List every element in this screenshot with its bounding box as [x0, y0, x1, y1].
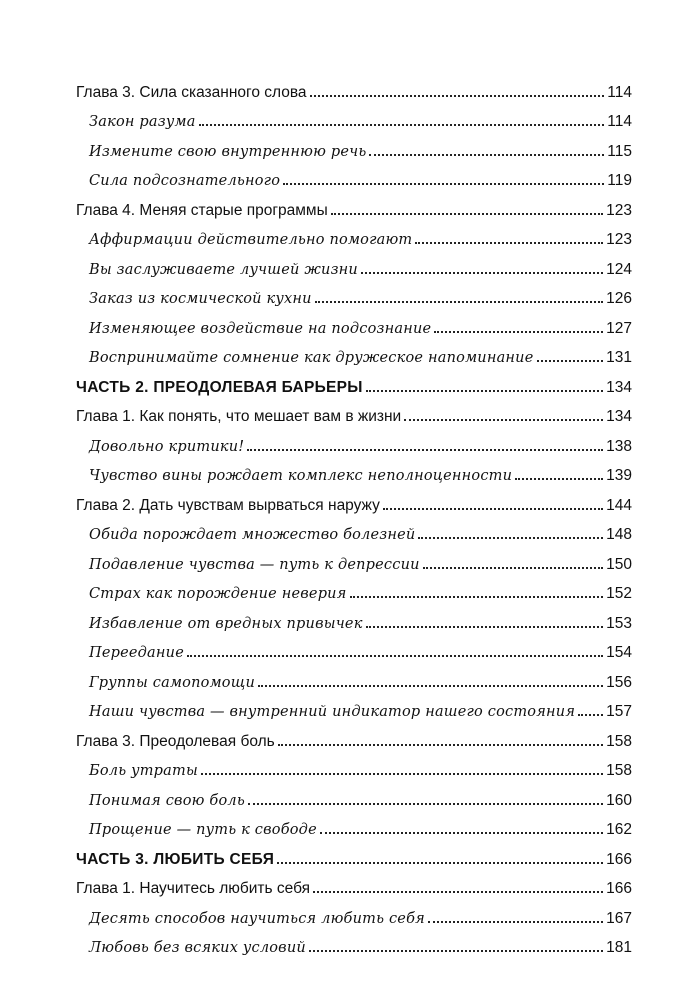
dot-leader: [187, 655, 603, 657]
dot-leader: [201, 773, 603, 775]
dot-leader: [361, 272, 603, 274]
dot-leader: [369, 154, 604, 156]
toc-entry-page-number: 131: [606, 349, 632, 367]
toc-entry-part: [76, 367, 632, 397]
toc-entry-section: [76, 692, 632, 722]
dot-leader: [331, 213, 603, 215]
toc-entry-title: Десять способов научиться любить себя: [89, 910, 425, 927]
toc-entry-title: Наши чувства — внутренний индикатор нашего состояния: [89, 704, 576, 721]
toc-entry-chapter: [76, 72, 632, 102]
toc-entry-title: Подавление чувства — путь к депрессии: [89, 556, 420, 573]
toc-entry-page-number: 150: [606, 555, 632, 573]
dot-leader: [418, 537, 603, 539]
toc-entry-title: Довольно критики!: [89, 438, 245, 455]
toc-entry-title: Изменяющее воздействие на подсознание: [89, 320, 432, 337]
dot-leader: [309, 950, 603, 952]
toc-entry-page-number: 153: [606, 614, 632, 632]
toc-entry-page-number: 138: [606, 437, 632, 455]
toc-entry-part: [76, 839, 632, 869]
toc-entry-page-number: 134: [606, 378, 632, 396]
toc-entry-title: ЧАСТЬ 2. ПРЕОДОЛЕВАЯ БАРЬЕРЫ: [76, 378, 363, 396]
toc-entry-section: [76, 338, 632, 368]
toc-entry-page-number: 158: [606, 762, 632, 780]
dot-leader: [515, 478, 603, 480]
toc-entry-chapter: [76, 397, 632, 427]
toc-entry-section: [76, 751, 632, 781]
toc-entry-section: [76, 131, 632, 161]
dot-leader: [366, 390, 603, 392]
dot-leader: [258, 685, 603, 687]
dot-leader: [310, 95, 605, 97]
toc-entry-section: [76, 810, 632, 840]
toc-entry-title: Группы самопомощи: [89, 674, 255, 691]
toc-entry-title: Измените свою внутреннюю речь: [89, 143, 367, 160]
dot-leader: [423, 567, 603, 569]
toc-entry-section: [76, 456, 632, 486]
toc-entry-chapter: [76, 190, 632, 220]
dot-leader: [350, 596, 604, 598]
toc-entry-title: Переедание: [89, 645, 184, 662]
toc-entry-title: Аффирмации действительно помогают: [89, 232, 413, 249]
toc-entry-chapter: [76, 869, 632, 899]
toc-entry-section: [76, 633, 632, 663]
toc-entry-section: [76, 249, 632, 279]
toc-entry-title: Глава 1. Научитесь любить себя: [76, 880, 311, 898]
dot-leader: [404, 419, 603, 421]
toc-entry-section: [76, 898, 632, 928]
toc-entry-title: Вы заслуживаете лучшей жизни: [89, 261, 358, 278]
toc-entry-page-number: 115: [607, 142, 632, 160]
dot-leader: [428, 921, 603, 923]
toc-entry-page-number: 114: [607, 83, 632, 101]
dot-leader: [278, 744, 603, 746]
dot-leader: [247, 449, 603, 451]
dot-leader: [313, 891, 603, 893]
toc-entry-page-number: 127: [606, 319, 632, 337]
dot-leader: [434, 331, 603, 333]
dot-leader: [320, 832, 603, 834]
toc-entry-section: [76, 220, 632, 250]
toc-entry-page-number: 156: [606, 673, 632, 691]
toc-entry-section: [76, 662, 632, 692]
table-of-contents: [76, 72, 632, 957]
toc-entry-title: Любовь без всяких условий: [89, 940, 306, 957]
toc-entry-page-number: 114: [607, 113, 632, 131]
toc-entry-page-number: 162: [606, 821, 632, 839]
toc-entry-section: [76, 544, 632, 574]
toc-entry-section: [76, 102, 632, 132]
toc-entry-title: Обида порождает множество болезней: [89, 527, 416, 544]
toc-entry-page-number: 134: [606, 408, 632, 426]
toc-entry-chapter: [76, 721, 632, 751]
toc-entry-title: Сила подсознательного: [89, 173, 281, 190]
dot-leader: [415, 242, 603, 244]
toc-entry-title: Понимая свою боль: [89, 792, 245, 809]
toc-entry-title: Глава 3. Сила сказанного слова: [76, 83, 307, 101]
toc-entry-page-number: 167: [606, 909, 632, 927]
toc-entry-title: Прощение — путь к свободе: [89, 822, 317, 839]
dot-leader: [248, 803, 603, 805]
toc-entry-page-number: 154: [606, 644, 632, 662]
toc-entry-page-number: 157: [606, 703, 632, 721]
toc-entry-title: Боль утраты: [89, 763, 198, 780]
toc-entry-page-number: 166: [606, 880, 632, 898]
toc-entry-page-number: 139: [606, 467, 632, 485]
toc-entry-title: Страх как порождение неверия: [89, 586, 347, 603]
toc-entry-title: Чувство вины рождает комплекс неполноценности: [89, 468, 513, 485]
toc-entry-section: [76, 574, 632, 604]
toc-entry-page-number: 152: [606, 585, 632, 603]
toc-entry-page-number: 166: [606, 850, 632, 868]
dot-leader: [366, 626, 604, 628]
toc-entry-section: [76, 308, 632, 338]
toc-entry-title: ЧАСТЬ 3. ЛЮБИТЬ СЕБЯ: [76, 850, 275, 868]
toc-entry-section: [76, 279, 632, 309]
toc-entry-page-number: 144: [606, 496, 632, 514]
toc-entry-page-number: 158: [606, 732, 632, 750]
dot-leader: [199, 124, 605, 126]
dot-leader: [283, 183, 604, 185]
toc-entry-page-number: 124: [606, 260, 632, 278]
toc-entry-section: [76, 928, 632, 958]
toc-entry-page-number: 148: [606, 526, 632, 544]
toc-entry-page-number: 119: [607, 172, 632, 190]
dot-leader: [383, 508, 603, 510]
dot-leader: [277, 862, 603, 864]
dot-leader: [578, 714, 603, 716]
toc-entry-section: [76, 780, 632, 810]
toc-entry-page-number: 181: [606, 939, 632, 957]
toc-entry-title: Глава 2. Дать чувствам вырваться наружу: [76, 496, 380, 514]
toc-entry-title: Избавление от вредных привычек: [89, 615, 363, 632]
toc-entry-title: Глава 4. Меняя старые программы: [76, 201, 328, 219]
toc-entry-section: [76, 426, 632, 456]
toc-entry-page-number: 123: [606, 231, 632, 249]
toc-entry-title: Глава 3. Преодолевая боль: [76, 732, 275, 750]
toc-entry-title: Закон разума: [89, 114, 196, 131]
toc-entry-title: Воспринимайте сомнение как дружеское напоминание: [89, 350, 534, 367]
toc-entry-page-number: 123: [606, 201, 632, 219]
toc-entry-chapter: [76, 485, 632, 515]
toc-entry-page-number: 126: [606, 290, 632, 308]
dot-leader: [315, 301, 604, 303]
toc-entry-section: [76, 603, 632, 633]
toc-entry-title: Глава 1. Как понять, что мешает вам в жизни: [76, 408, 402, 426]
toc-entry-title: Заказ из космической кухни: [89, 291, 312, 308]
toc-entry-page-number: 160: [606, 791, 632, 809]
toc-entry-section: [76, 161, 632, 191]
toc-entry-section: [76, 515, 632, 545]
dot-leader: [537, 360, 604, 362]
